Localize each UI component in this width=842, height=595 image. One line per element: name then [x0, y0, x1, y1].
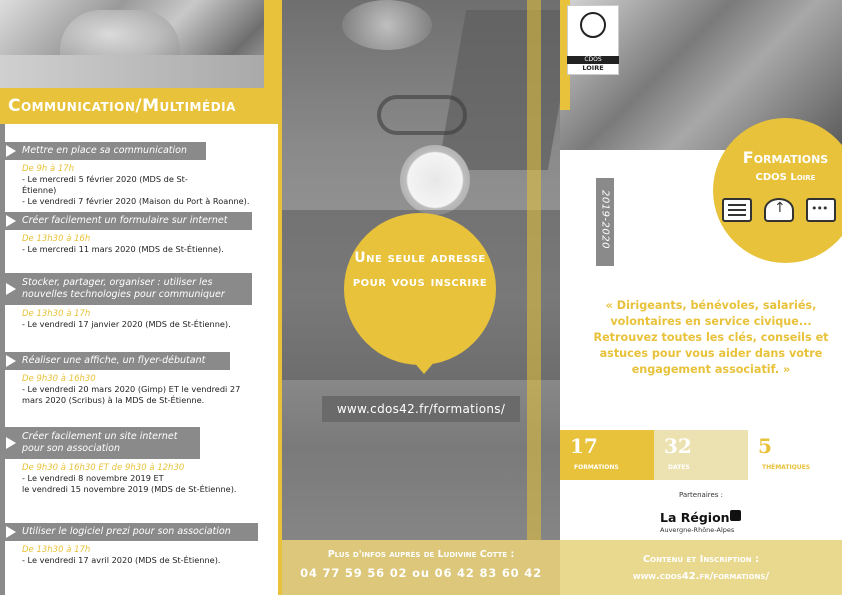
photo-glasses	[377, 95, 467, 135]
stat-number: 17	[570, 434, 598, 458]
partners-label: Partenaires :	[678, 491, 724, 499]
accent-strip	[527, 0, 541, 595]
course-date: - Le mercredi 11 mars 2020 (MDS de St-Étienne).	[22, 244, 224, 254]
stat-number: 5	[758, 434, 772, 458]
course-date: - Le vendredi 17 avril 2020 (MDS de St-Étienne).	[22, 555, 221, 565]
course-date: - Le vendredi 20 mars 2020 (Gimp) ET le vendredi 27	[22, 384, 241, 394]
region-logo-sub: Auvergne-Rhône-Alpes	[660, 526, 735, 534]
contact-phones: 04 77 59 56 02 ou 06 42 83 60 42	[300, 566, 542, 580]
stat-thematiques	[748, 430, 842, 480]
formations-title: Formations	[742, 148, 829, 167]
signup-band-title: Contenu et Inscription :	[642, 554, 760, 565]
course-label: Créer facilement un site internet pour son association	[0, 427, 200, 459]
course-time: De 9h à 17h	[22, 164, 75, 174]
photo-coffee-cup	[400, 145, 470, 215]
course-time: De 13h30 à 16h	[22, 234, 91, 244]
circle-pointer	[412, 360, 436, 374]
stat-label: dates	[668, 462, 690, 472]
course-date: mars 2020 (Scribus) à la MDS de St-Étienne.	[22, 395, 205, 405]
chat-icon	[806, 198, 836, 222]
region-logo-text: La Région	[660, 510, 730, 525]
course-label: Mettre en place sa communication	[0, 142, 206, 160]
course-time: De 9h30 à 16h30	[22, 374, 96, 384]
signup-url-link[interactable]: www.cdos42.fr/formations/	[322, 396, 520, 422]
course-date: - Le vendredi 17 janvier 2020 (MDS de St-Étienne).	[22, 319, 231, 329]
course-time: De 13h30 à 17h	[22, 309, 91, 319]
stat-number: 32	[664, 434, 692, 458]
stat-dates	[654, 430, 748, 480]
course-4	[0, 352, 241, 406]
photo-plant	[342, 0, 432, 50]
stat-label: thématiques	[762, 462, 811, 472]
signup-band-url[interactable]: www.cdos42.fr/formations/	[632, 571, 770, 582]
logo-loire-text: LOIRE	[582, 64, 604, 72]
logo-cdos-text: CDOS	[567, 56, 619, 64]
signup-text: Une seule adresse pour vous inscrire	[352, 250, 488, 290]
course-time: De 13h30 à 17h	[22, 545, 91, 555]
photo-desk	[0, 55, 270, 88]
course-3	[0, 273, 252, 330]
region-logo-icon	[730, 510, 741, 521]
intro-quote: « Dirigeants, bénévoles, salariés, volontaires en service civique... Retrouvez toutes les clés, conseils et astuces pour vous aider dans votre engagement associatif. »	[593, 299, 829, 376]
cloud-upload-icon	[764, 198, 794, 222]
course-label: Utiliser le logiciel prezi pour son association	[0, 523, 258, 541]
icons-row	[722, 198, 837, 228]
stat-label: formations	[574, 462, 619, 472]
section-title: Communication/Multimédia	[8, 96, 236, 116]
rooster-logo-icon	[580, 12, 606, 38]
course-2	[0, 212, 252, 255]
stat-formations	[560, 430, 654, 480]
year-label: 2019-2020	[599, 189, 611, 249]
course-date: - Le vendredi 8 novembre 2019 ET	[22, 473, 164, 483]
course-date: - Le vendredi 7 février 2020 (Maison du Port à Roanne).	[22, 196, 250, 206]
course-date: le vendredi 15 novembre 2019 (MDS de St-Étienne).	[22, 484, 237, 494]
signup-band	[560, 540, 842, 595]
course-label: Stocker, partager, organiser : utiliser les nouvelles technologies pour communiquer	[0, 273, 252, 305]
course-time: De 9h30 à 16h30 ET de 9h30 à 12h30	[22, 463, 185, 473]
course-date: - Le mercredi 5 février 2020 (MDS de St-Étienne)	[22, 174, 188, 195]
course-1	[0, 142, 250, 207]
form-icon	[722, 198, 752, 222]
contact-title: Plus d'infos auprès de Ludivine Cotte :	[327, 549, 515, 560]
course-label: Créer facilement un formulaire sur internet	[0, 212, 252, 230]
course-label: Réaliser une affiche, un flyer-débutant	[0, 352, 230, 370]
course-6	[0, 523, 258, 566]
formations-subtitle: CDOS Loire	[755, 172, 816, 183]
stats-row	[560, 430, 842, 480]
header-photo-left	[0, 0, 270, 88]
accent-strip	[264, 0, 278, 88]
course-5	[0, 427, 237, 495]
